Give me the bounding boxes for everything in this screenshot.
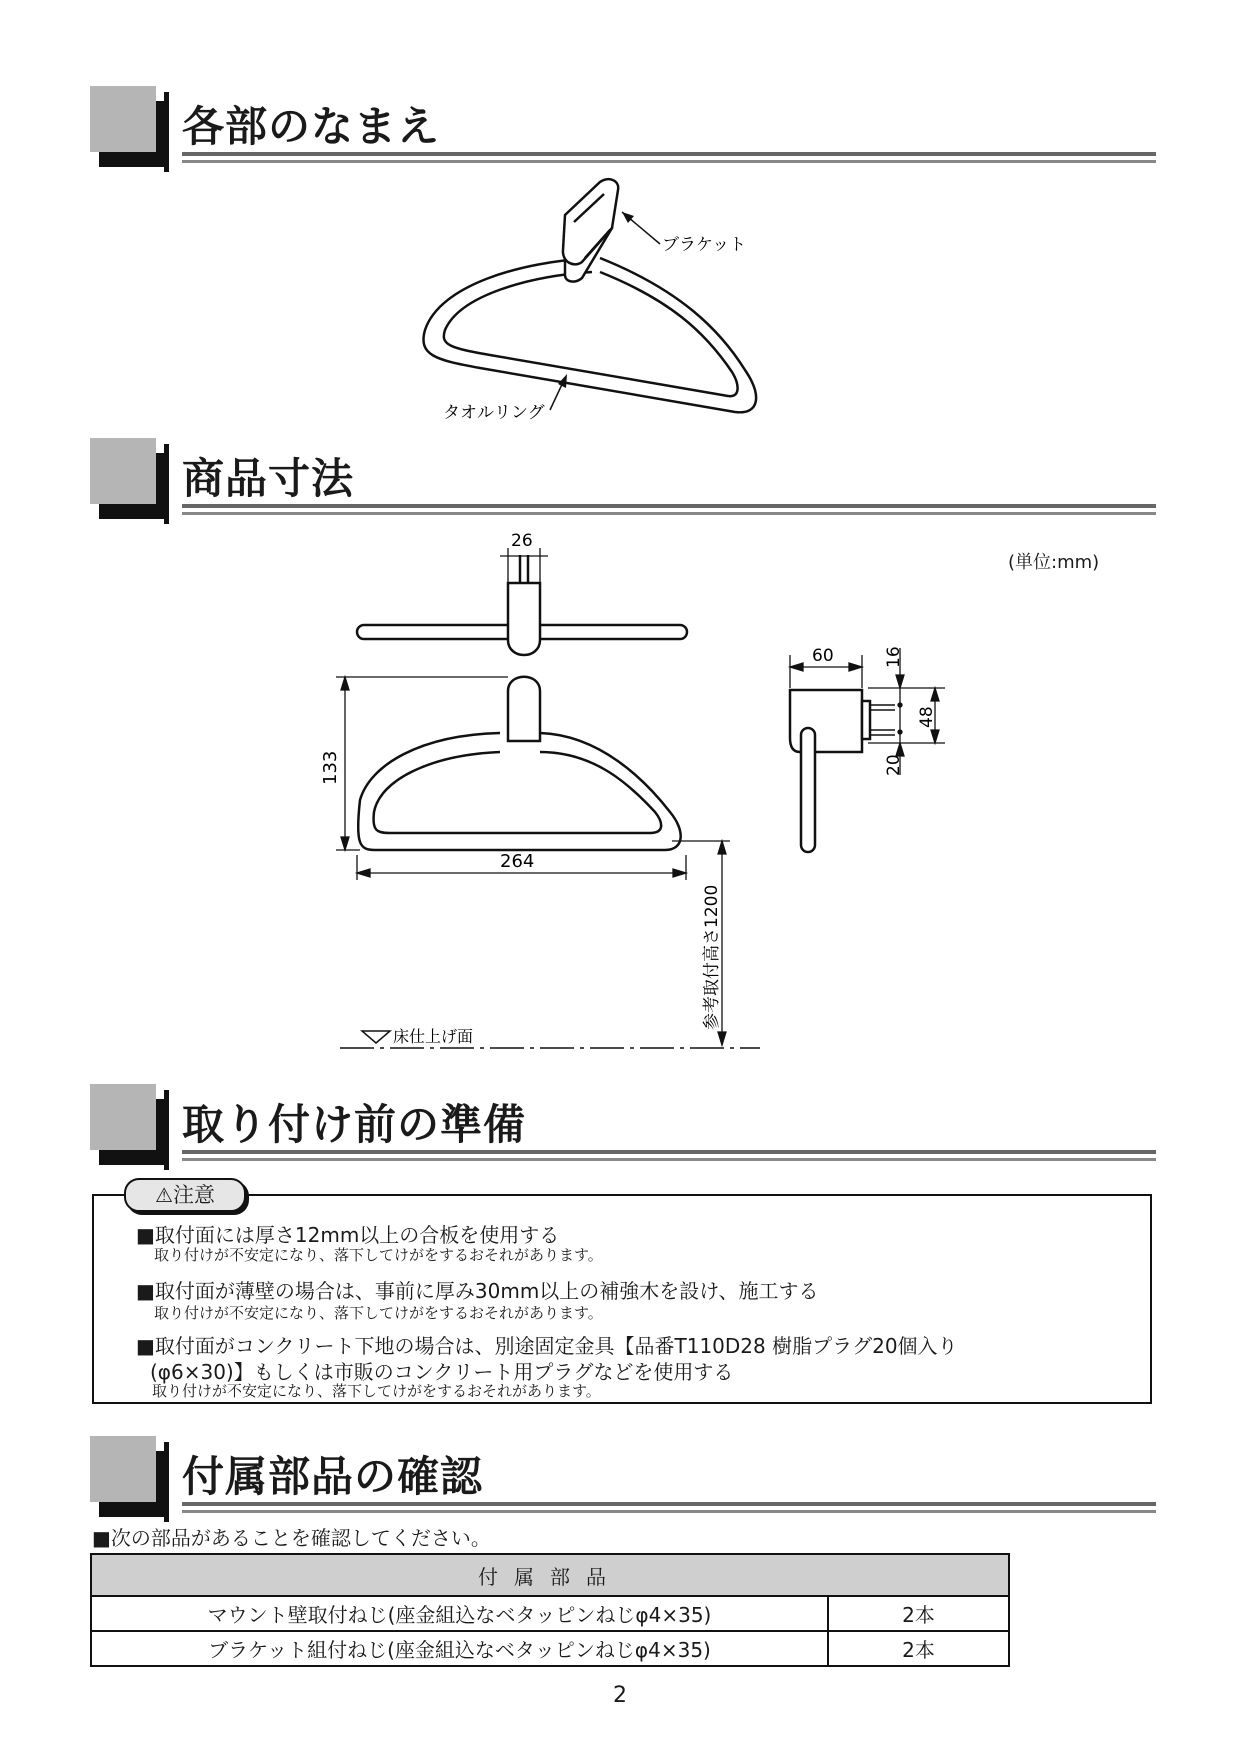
caution-item-heading: ■取付面がコンクリート下地の場合は、別途固定金具【品番T110D28 樹脂プラグ20個入り (136, 1334, 958, 1358)
dimensions-diagram (320, 525, 990, 1060)
mount-height-label: 参考取付高さ1200 (702, 884, 722, 1030)
table-header-row (91, 1554, 1009, 1596)
caution-item-note: 取り付けが不安定になり、落下してけがをするおそれがあります。 (154, 1246, 603, 1264)
part-name: ブラケット組付ねじ(座金組込なベタッピンねじφ4×35) (91, 1631, 828, 1666)
dim-20: 20 (884, 754, 904, 776)
table-row (91, 1631, 1009, 1666)
section-marker (90, 438, 156, 504)
page-number: 2 (613, 1683, 627, 1708)
section-rule (182, 1502, 1156, 1506)
warning-icon: ⚠ (155, 1183, 173, 1207)
dim-48: 48 (917, 706, 937, 728)
section-rule (182, 160, 1156, 163)
caution-tag-label: 注意 (172, 1183, 215, 1207)
caution-item-note: 取り付けが不安定になり、落下してけがをするおそれがあります。 (152, 1382, 601, 1400)
caution-tag (124, 1178, 246, 1212)
caution-item-note: 取り付けが不安定になり、落下してけがをするおそれがあります。 (154, 1304, 603, 1322)
section-title: 取り付け前の準備 (182, 1100, 527, 1149)
bracket-label: ブラケット (662, 235, 747, 255)
part-name: マウント壁取付ねじ(座金組込なベタッピンねじφ4×35) (91, 1596, 828, 1631)
section-marker (90, 86, 156, 152)
section-bar (164, 92, 169, 172)
unit-label: (単位:mm) (1008, 552, 1100, 573)
caution-item-heading: ■取付面が薄壁の場合は、事前に厚み30mm以上の補強木を設け、施工する (136, 1279, 819, 1303)
section-bar (164, 444, 169, 524)
section-header-names (90, 86, 1156, 176)
section-rule (182, 1150, 1156, 1154)
floor-label: 床仕上げ面 (393, 1027, 474, 1046)
ring-label: タオルリング (443, 403, 545, 423)
floor-symbol (362, 1031, 390, 1043)
dim-16: 16 (884, 646, 904, 668)
section-header-dimensions (90, 438, 1156, 528)
section-title: 各部のなまえ (182, 102, 441, 151)
dim-26: 26 (511, 531, 533, 551)
parts-names-diagram (380, 172, 800, 432)
section-title: 商品寸法 (182, 454, 355, 503)
section-rule (182, 504, 1156, 508)
table-header: 付属部品 (91, 1554, 1009, 1596)
section-bar (164, 1090, 169, 1170)
table-row (91, 1596, 1009, 1631)
section-marker (90, 1084, 156, 1150)
part-qty: 2本 (828, 1596, 1009, 1631)
caution-item-heading: ■取付面には厚さ12mm以上の合板を使用する (136, 1223, 560, 1247)
section-marker (90, 1436, 156, 1502)
section-title: 付属部品の確認 (182, 1452, 484, 1501)
section-header-parts (90, 1436, 1156, 1526)
section-header-preparation (90, 1084, 1156, 1174)
parts-intro: ■次の部品があることを確認してください。 (92, 1526, 491, 1550)
dim-264: 264 (500, 851, 535, 872)
section-bar (164, 1442, 169, 1522)
section-rule (182, 1158, 1156, 1161)
bracket-illustration (563, 179, 618, 281)
section-rule (182, 512, 1156, 515)
dim-60: 60 (812, 646, 834, 666)
dim-133: 133 (320, 750, 341, 785)
parts-table (90, 1553, 1010, 1667)
part-qty: 2本 (828, 1631, 1009, 1666)
section-rule (182, 152, 1156, 156)
section-rule (182, 1510, 1156, 1513)
caution-item-heading-cont: (φ6×30)】もしくは市販のコンクリート用プラグなどを使用する (150, 1360, 734, 1384)
